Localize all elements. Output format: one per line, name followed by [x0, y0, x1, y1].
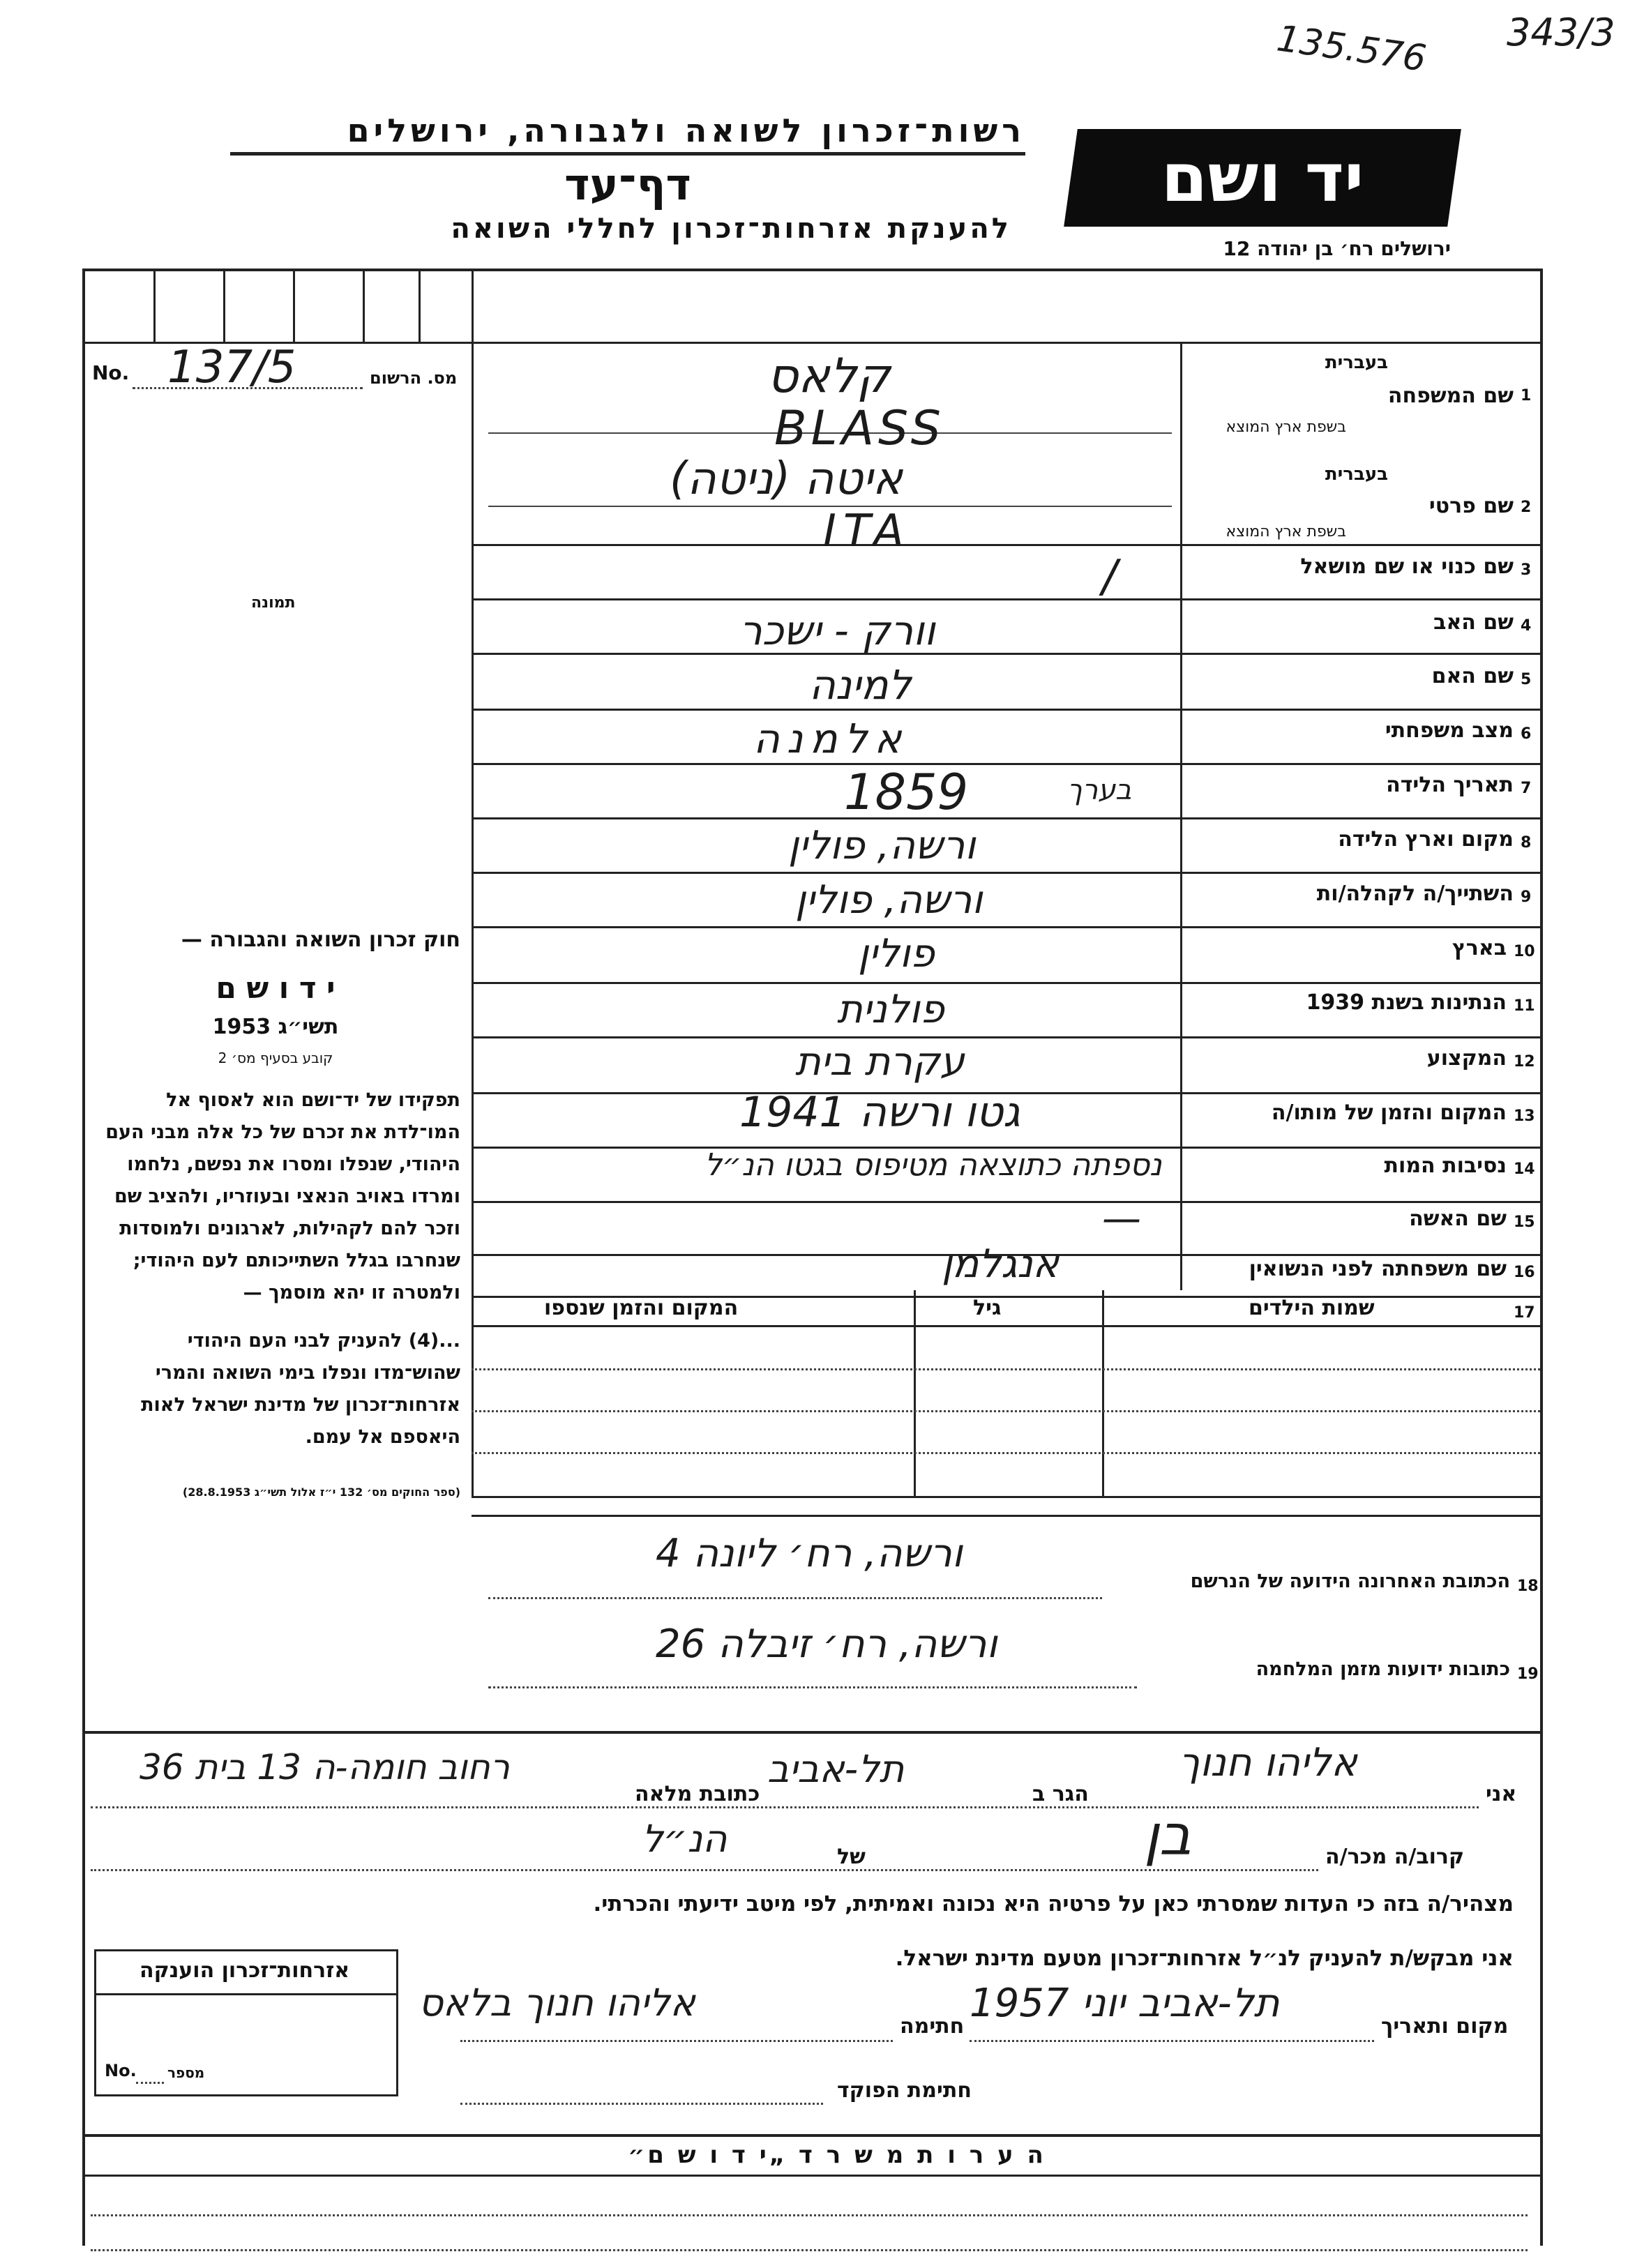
field-2-sub-hebrew: בעברית [1325, 464, 1388, 485]
law-text-2: ...(4) להעניק לבני העם היהודי שהוש־מדו ונפלו בימי השואה והמרי אזרחות־זכרון של מדינת ישראל לאות היאספם אל עמם. [141, 1330, 460, 1448]
address-war-value: ורשה, רח׳ זיבלה 26 [656, 1621, 997, 1667]
registration-no-label: No. [92, 361, 130, 384]
field-2-label: שם פרטי [1428, 494, 1514, 518]
address-last-value: ורשה, רח׳ ליונה 4 [656, 1531, 963, 1576]
death-circumstances: נספתה כתוצאה מטיפוס בגטו הנ״ל [704, 1147, 1162, 1183]
declaration-statement: מצהיר/ה בזה כי העדות שמסרתי כאן על פרטיה היא נכונה ואמיתית, לפי מיטב ידיעתי והכרתי. [593, 1891, 1514, 1917]
address-label: כתובת מלאה [635, 1782, 760, 1806]
field-19-number: 19 [1517, 1665, 1539, 1683]
birth-date: 1859 [844, 764, 969, 821]
place-date-label: מקום ותאריך [1381, 2014, 1509, 2039]
field-18-number: 18 [1517, 1578, 1539, 1595]
declaration-ani: אני [1486, 1782, 1517, 1806]
registration-label: מס. הרשום [370, 368, 458, 388]
witness-city: תל-אביב [767, 1747, 905, 1791]
field-1-sub-hebrew: בעברית [1325, 352, 1388, 373]
field-8-label: מקום וארץ הלידה [1338, 827, 1514, 852]
father-name: וורק - ישכר [739, 607, 935, 654]
signature-label: חתימה [900, 2014, 965, 2039]
field-14-number: 14 [1514, 1161, 1535, 1178]
form-title: דף־עד [564, 159, 691, 210]
birth-place: ורשה, פולין [788, 823, 976, 868]
field-11-number: 11 [1514, 997, 1535, 1015]
field-17-number: 17 [1514, 1304, 1535, 1322]
logo-text: יד ושם [1161, 139, 1364, 217]
field-13-label: המקום והזמן של מותו/ה [1271, 1101, 1507, 1125]
wife-name: — [1102, 1196, 1141, 1241]
field-6-label: מצב משפחתי [1385, 718, 1514, 743]
field-8-number: 8 [1521, 834, 1532, 852]
field-16-number: 16 [1514, 1264, 1535, 1281]
archive-number: 135.576 [1274, 17, 1429, 80]
nationality-1939: פולנית [837, 987, 944, 1032]
witness-address: רחוב חומה-ה 13 בית 36 [140, 1747, 510, 1787]
signature: אליהו חנוך בלאס [419, 1981, 695, 2025]
children-names-header: שמות הילדים [1249, 1296, 1375, 1320]
children-age-header: גיל [973, 1296, 1002, 1320]
of-label: של [837, 1845, 866, 1869]
field-3-label: שם כנוי או שם מושאל [1300, 554, 1514, 579]
of-value: הנ״ל [642, 1817, 728, 1861]
page-reference: 343/3 [1507, 10, 1615, 54]
resides-label: הגר ב [1032, 1782, 1089, 1806]
law-clause: קובע בסעיף מס׳ 2 [218, 1050, 333, 1066]
field-12-number: 12 [1514, 1053, 1535, 1071]
stamp-box-title: אזרחות־זכרון הוענקה [140, 1958, 350, 1983]
place-date-value: תל-אביב יוני 1957 [970, 1981, 1280, 2026]
authority-title: רשות־זכרון לשואה ולגבורה, ירושלים [347, 112, 1025, 149]
law-title: חוק זכרון השואה והגבורה — [181, 928, 460, 952]
community: ורשה, פולין [795, 877, 983, 923]
photo-label: תמונה [251, 594, 296, 612]
field-3-number: 3 [1521, 561, 1532, 579]
law-year: תשי״ג 1953 [212, 1015, 339, 1039]
field-15-label: שם האשה [1409, 1207, 1507, 1231]
field-16-label: שם משפחתה לפני הנשואין [1249, 1257, 1507, 1281]
stamp-box-no-label: No. [105, 2061, 137, 2080]
field-3-value: / [1102, 551, 1117, 603]
witness-name: אליהו חנוך [1179, 1740, 1357, 1785]
address-war-label: כתובות ידועות מזמן המלחמה [1256, 1658, 1510, 1680]
profession: עקרת בית [795, 1039, 965, 1084]
stamp-box-number-label: מספר [167, 2064, 205, 2081]
field-4-label: שם האב [1433, 610, 1514, 635]
yad-vashem-logo [1064, 129, 1461, 227]
field-6-number: 6 [1521, 725, 1532, 743]
field-14-label: נסיבות המות [1384, 1154, 1507, 1178]
marital-status: אלמנה [753, 715, 909, 762]
field-11-label: הנתינות בשנת 1939 [1306, 990, 1507, 1015]
officer-signature-label: חתימת הפוקד [837, 2078, 972, 2103]
field-10-number: 10 [1514, 943, 1535, 960]
field-4-number: 4 [1521, 617, 1532, 635]
notes-title: ה ע ר ו ת מ ש ר ד „י ד ו ש ם״ [628, 2141, 1046, 2169]
field-10-label: בארץ [1452, 936, 1507, 960]
declaration-request: אני מבקש/ת להעניק לנ״ל אזרחות־זכרון מטעם מדינת ישראל. [895, 1946, 1514, 1971]
field-9-number: 9 [1521, 889, 1532, 906]
field-15-number: 15 [1514, 1214, 1535, 1231]
country: פולין [858, 931, 935, 976]
field-9-label: השתייך/ה לקהלה/ות [1316, 882, 1514, 906]
field-1-number: 1 [1521, 387, 1532, 405]
field-13-number: 13 [1514, 1107, 1535, 1125]
field-7-label: תאריך הלידה [1386, 773, 1514, 797]
surname-hebrew: קלאס [767, 349, 891, 404]
law-text-1: תפקידו של יד־ושם הוא לאסוף אל המו־לדת את זכרם של כל אלה מבני העם היהודי, שנפלו ומסרו את נפשם, נלחמו ומרדו באויב הנאצי ובעוזריו, ולהציב שם וזכר להם לקהילות, לארגונים ולמוסדות שנחרבו בגלל השתייכותם לעם היהודי; ולמטרה זו יהא מוסמך — [105, 1089, 460, 1303]
law-source: (ספר החוקים מס׳ 132 י״ז אלול תשי״ג 28.8.1953) [182, 1485, 460, 1499]
field-2-sub-origin: בשפת ארץ המוצא [1226, 523, 1346, 540]
logo-address: ירושלים רח׳ בן יהודה 12 [1223, 237, 1451, 260]
field-1-label: שם המשפחה [1387, 384, 1514, 408]
relation-value: בן [1144, 1803, 1192, 1868]
mother-name: למינה [809, 661, 912, 709]
children-place-header: המקום והזמן שנספו [544, 1296, 739, 1320]
field-5-label: שם האם [1431, 664, 1514, 688]
field-1-sub-origin: בשפת ארץ המוצא [1226, 418, 1346, 436]
relative-label: קרוב/ה מכר/ה [1325, 1845, 1465, 1869]
law-name: י ד ו ש ם [216, 971, 336, 1005]
maiden-name: אנגלמן [942, 1241, 1060, 1287]
death-place-time: גטו ורשה 1941 [739, 1088, 1020, 1137]
registration-number: 137/5 [167, 342, 296, 393]
address-last-label: הכתובת האחרונה הידועה של הנרשם [1190, 1571, 1510, 1592]
birth-date-prefix: בערך [1067, 774, 1132, 806]
field-5-number: 5 [1521, 671, 1532, 688]
field-2-number: 2 [1521, 499, 1532, 516]
first-name-hebrew: איטה (ניטה) [670, 453, 903, 505]
first-name-origin: ITA [823, 506, 911, 557]
form-subtitle: להענקת אזרחות־זכרון לחללי השואה [451, 213, 1011, 245]
surname-origin: BLASS [774, 401, 945, 456]
field-7-number: 7 [1521, 780, 1532, 797]
field-12-label: המקצוע [1426, 1046, 1507, 1071]
